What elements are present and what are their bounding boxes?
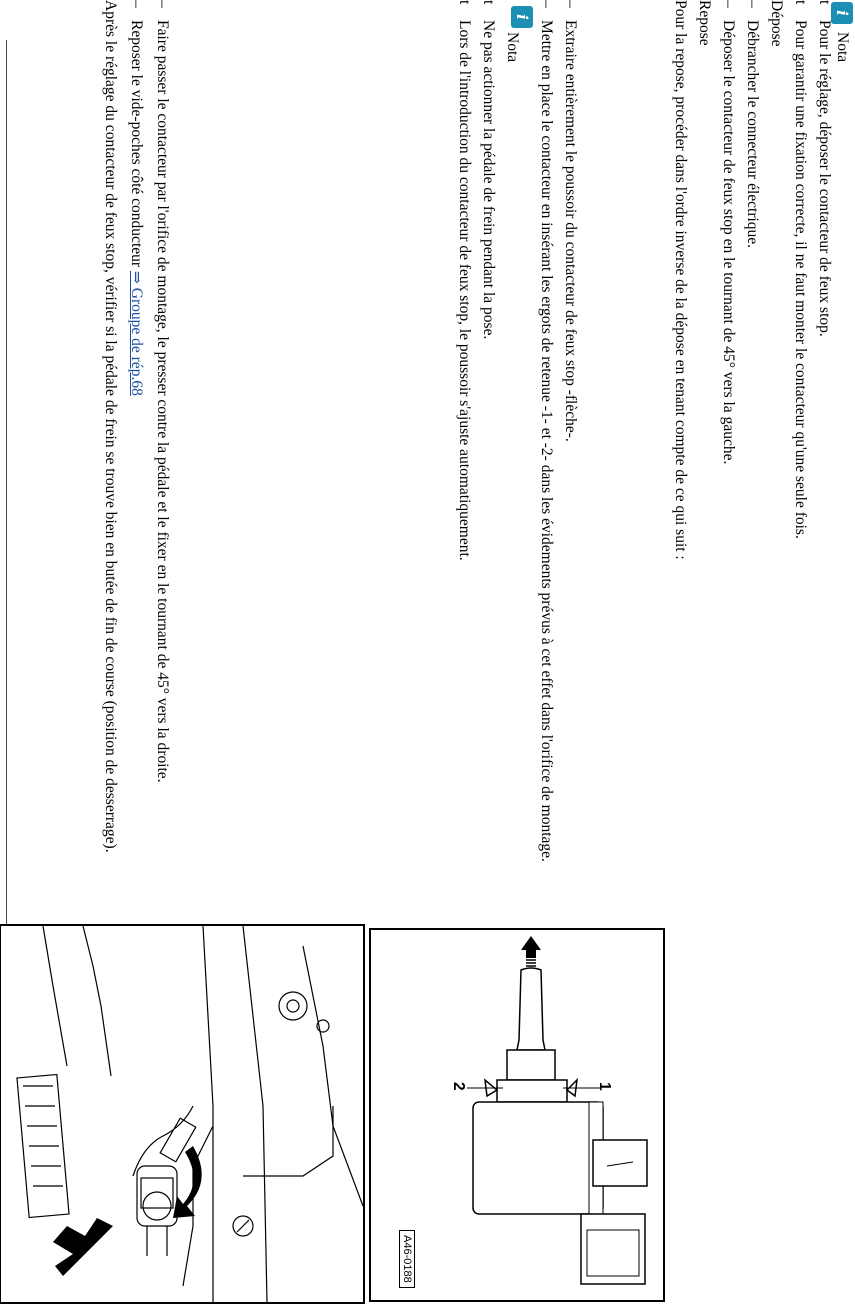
nota-text: Lors de l'introduction du contacteur de feux stop, le poussoir s'ajuste automatiquement. bbox=[456, 20, 473, 561]
step-text-part: Reposer le vide-poches côté conducteur bbox=[128, 20, 145, 268]
label-2: 2 bbox=[450, 1082, 467, 1091]
bullet-dash: – bbox=[538, 0, 555, 8]
info-icon: i bbox=[831, 2, 853, 24]
figure-code: A46-0188 bbox=[399, 1230, 415, 1288]
label-1: 1 bbox=[596, 1082, 613, 1091]
bullet-dash: – bbox=[562, 0, 579, 8]
info-icon: i bbox=[511, 6, 533, 28]
step-text: Débrancher le connecteur électrique. bbox=[744, 20, 761, 249]
repair-group-link[interactable]: ⇒ Groupe de rép.68 bbox=[128, 270, 145, 396]
push-arrow-icon bbox=[53, 1218, 113, 1276]
arrow-icon bbox=[521, 936, 541, 966]
bullet-t: t bbox=[816, 0, 833, 5]
bullet-t: t bbox=[456, 0, 473, 5]
installation-drawing bbox=[1, 926, 363, 1302]
step-text: Mettre en place le contacteur en insérant les ergots de retenue -1- et -2- dans les évidements prévus à cet effet dans l'orifice de montage. bbox=[538, 20, 555, 862]
bullet-dash: – bbox=[128, 0, 145, 8]
figure-switch bbox=[369, 928, 665, 1302]
nota-text: Ne pas actionner la pédale de frein pendant la pose. bbox=[480, 20, 497, 340]
step-text: Déposer le contacteur de feux stop en le tournant de 45° vers la gauche. bbox=[720, 20, 737, 465]
figure-installation bbox=[0, 924, 365, 1304]
bullet-t: t bbox=[480, 0, 497, 5]
nota-label: Nota bbox=[834, 32, 851, 63]
nota-text: Pour le réglage, déposer le contacteur de feux stop. bbox=[816, 20, 833, 337]
bullet-t: t bbox=[792, 0, 809, 5]
section-heading-repose: Repose bbox=[696, 0, 713, 46]
step-text bbox=[127, 20, 145, 396]
bullet-dash: – bbox=[744, 0, 761, 8]
bullet-dash: – bbox=[154, 0, 171, 8]
final-check-text: Après le réglage du contacteur de feux stop, vérifier si la pédale de frein se trouve bien en butée de fin de course (position de desserrage). bbox=[102, 0, 119, 853]
nota-label: Nota bbox=[504, 32, 521, 63]
bullet-dash: – bbox=[720, 0, 737, 8]
nota-text: Pour garantir une fixation correcte, il ne faut monter le contacteur qu'une seule fois. bbox=[792, 20, 809, 539]
step-text: Extraire entièrement le poussoir du contacteur de feux stop -flèche-. bbox=[562, 20, 579, 442]
step-text: Faire passer le contacteur par l'orifice de montage, le presser contre la pédale et le fixer en le tournant de 45° vers la droite. bbox=[154, 20, 171, 783]
repose-intro: Pour la repose, procéder dans l'ordre inverse de la dépose en tenant compte de ce qui suit : bbox=[672, 0, 689, 560]
section-heading-depose: Dépose bbox=[768, 0, 785, 47]
